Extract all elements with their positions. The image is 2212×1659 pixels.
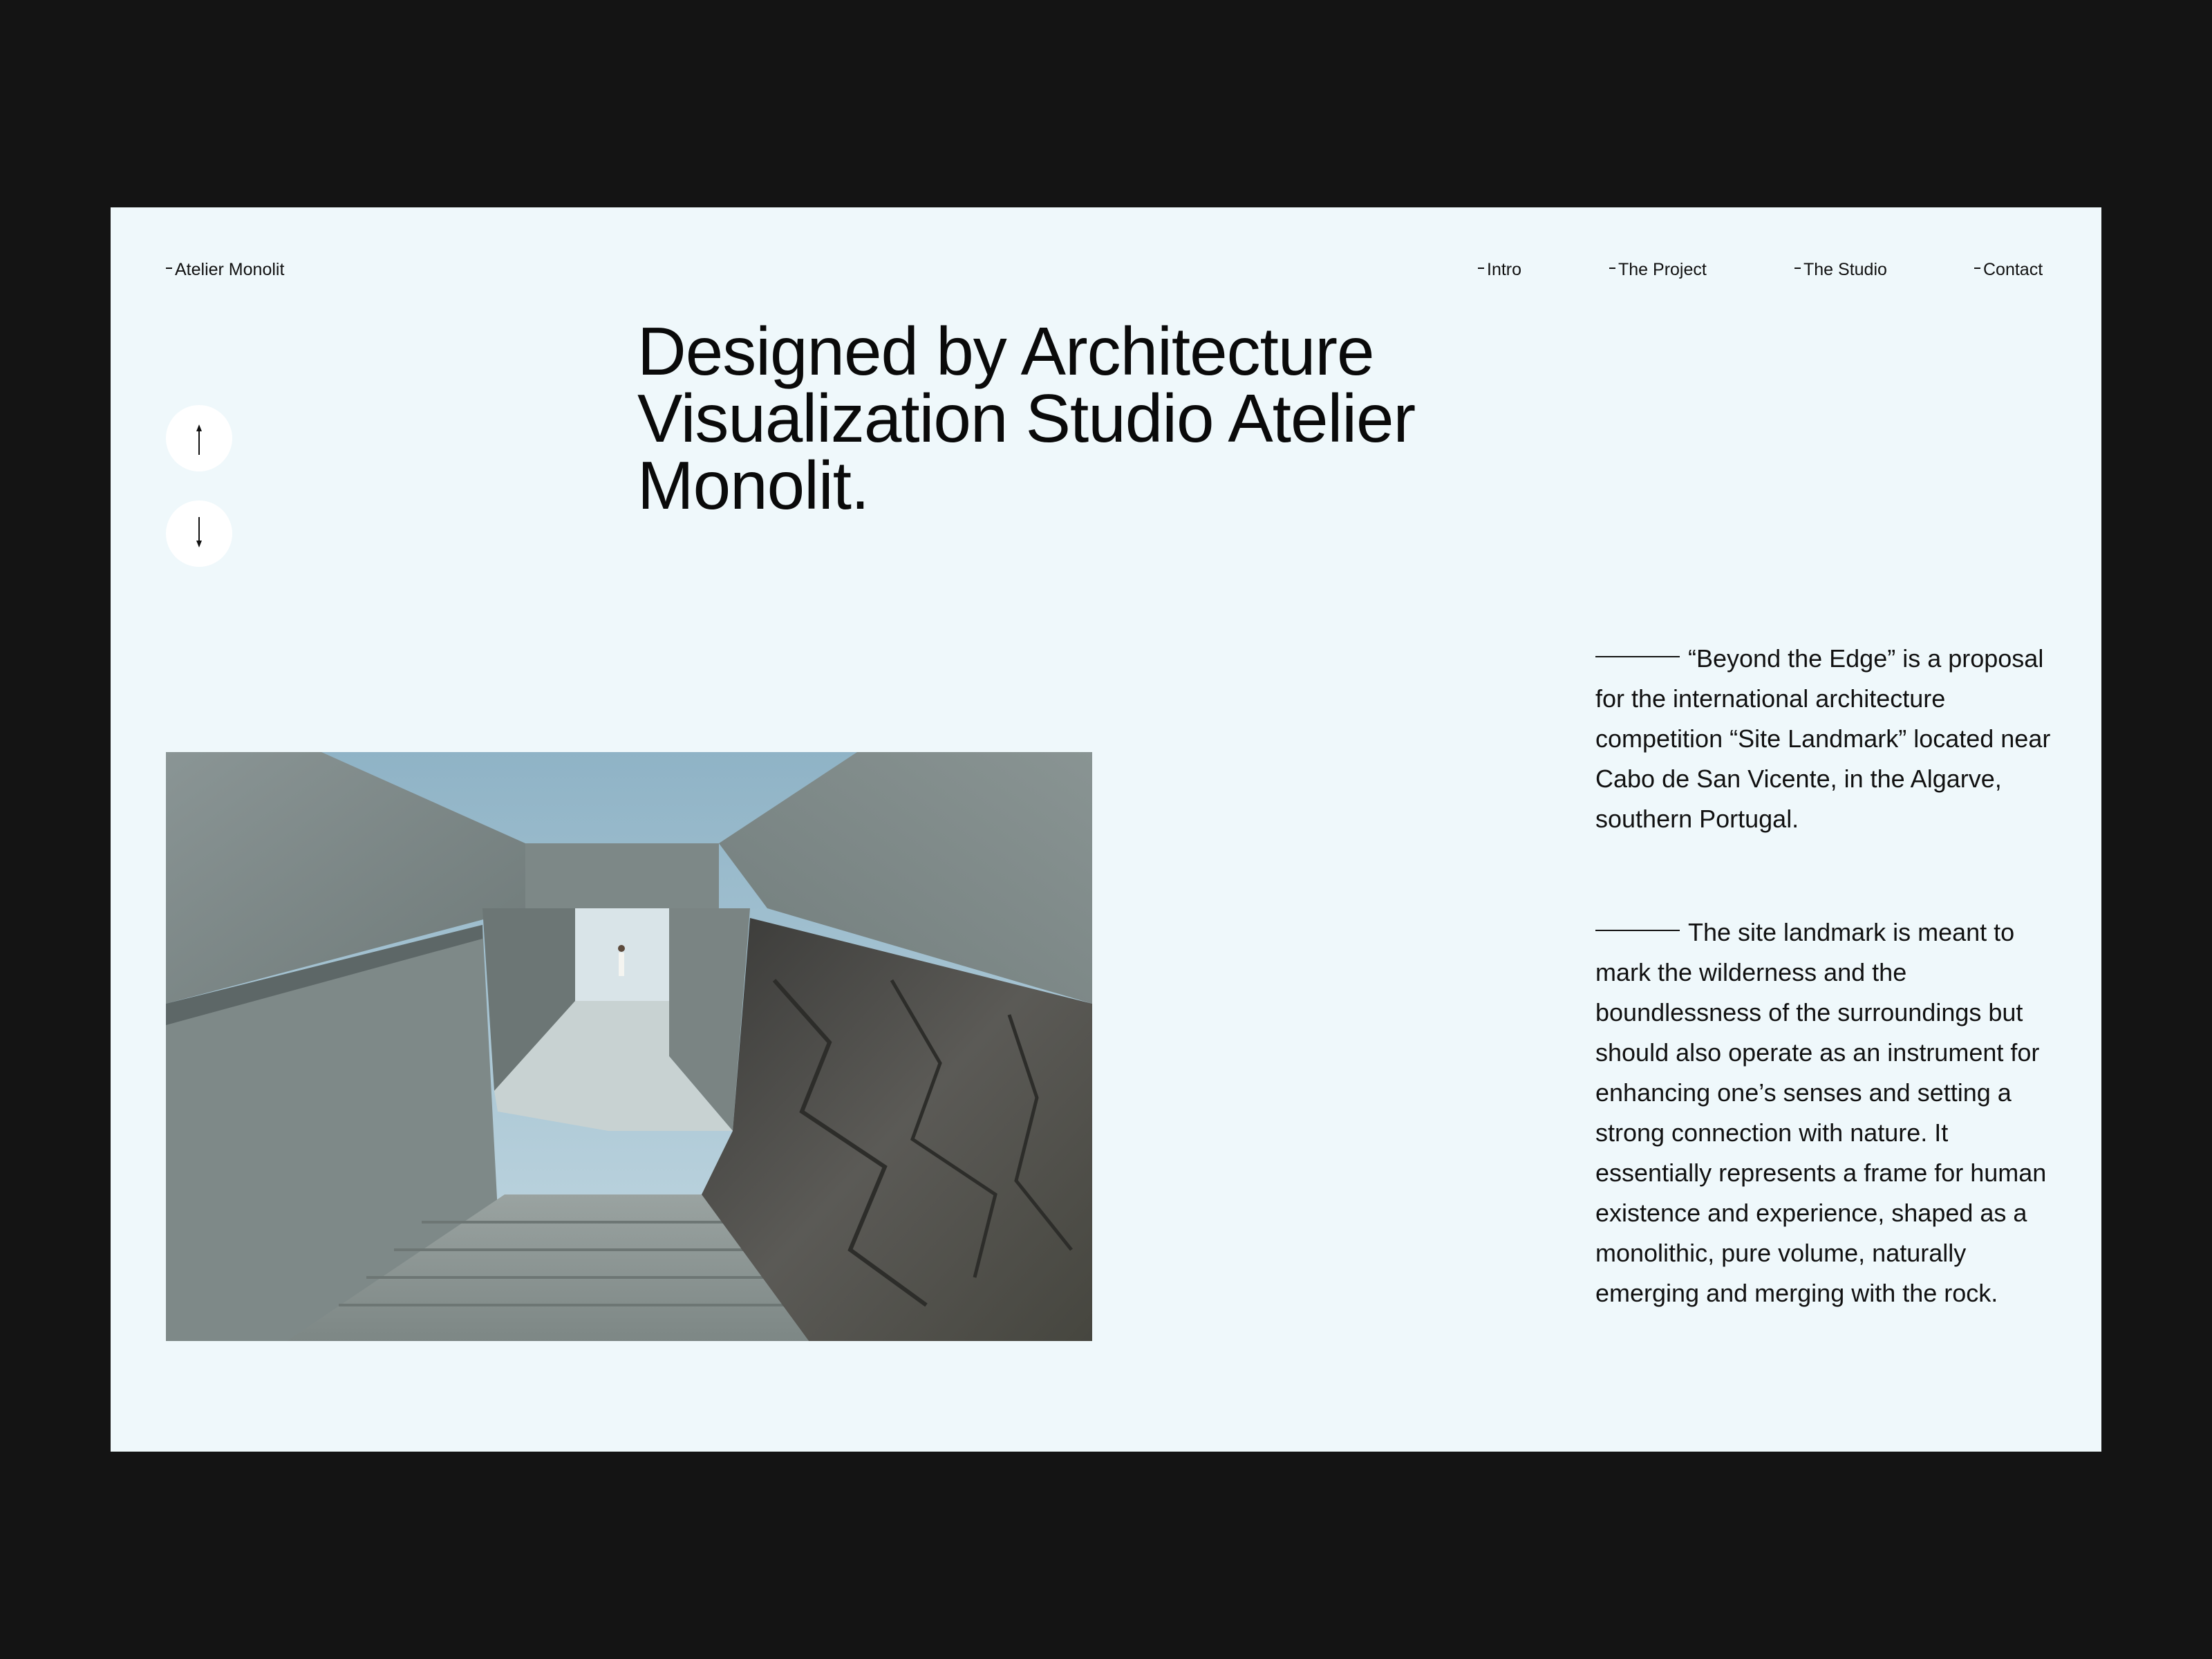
description-paragraph [1595, 912, 2052, 1313]
dash-marker [1794, 268, 1801, 269]
brand-link[interactable] [166, 259, 284, 281]
scroll-up-button[interactable] [166, 405, 232, 471]
nav-item-label: Intro [1487, 260, 1522, 279]
arrow-up-icon [166, 405, 232, 471]
nav-item-label: Contact [1983, 260, 2043, 279]
description-text: The site landmark is meant to mark the wilderness and the boundlessness of the surroundings but should also operate as an instrument for enhancing one’s senses and setting a strong connection with nature. It essentially represents a frame for human existence and experience, shaped as a monolithic, pure volume, naturally emerging and merging with the rock. [1595, 918, 2047, 1307]
project-image [166, 752, 1092, 1341]
paragraph-rule [1595, 656, 1680, 657]
concrete-staircase-render [166, 752, 1092, 1341]
page-frame [111, 207, 2101, 1452]
page-title: Designed by Architecture Visualization Studio Atelier Monolit. [637, 313, 1416, 523]
paragraph-rule [1595, 930, 1680, 931]
nav-item-the-project[interactable] [1609, 259, 1707, 281]
description-paragraph [1595, 639, 2052, 839]
nav-item-label: The Studio [1803, 260, 1887, 279]
dash-marker [1609, 268, 1615, 269]
brand-label: Atelier Monolit [175, 260, 285, 279]
nav-item-the-studio[interactable] [1794, 259, 1887, 281]
nav-item-label: The Project [1618, 260, 1707, 279]
dash-marker [1478, 268, 1484, 269]
nav-item-intro[interactable] [1478, 259, 1521, 281]
arrow-down-icon [166, 500, 232, 567]
description-text: “Beyond the Edge” is a proposal for the international architecture competition “Site Landmark” located near Cabo de San Vicente, in the Algarve, southern Portugal. [1595, 644, 2051, 833]
nav-item-contact[interactable] [1974, 259, 2043, 281]
scroll-down-button[interactable] [166, 500, 232, 567]
dash-marker [1974, 268, 1980, 269]
dash-marker [166, 268, 172, 269]
